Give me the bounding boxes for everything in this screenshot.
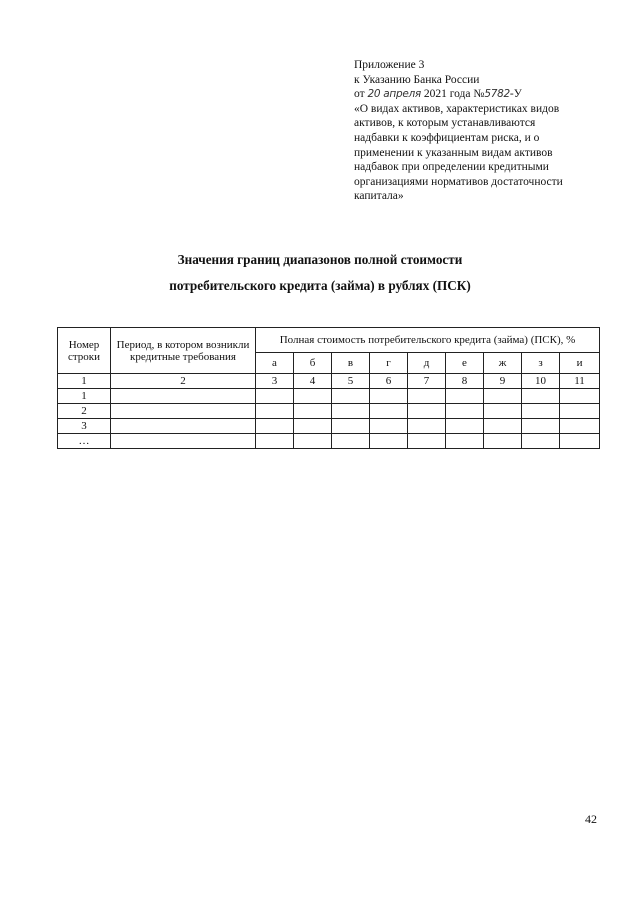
appendix-line-4: «О видах активов, характеристиках видов (354, 102, 560, 115)
table-cell (560, 419, 600, 434)
table-cell (522, 404, 560, 419)
table-cell (111, 389, 256, 404)
column-number: 5 (332, 374, 370, 389)
table-cell (560, 404, 600, 419)
appendix-line-10: капитала» (354, 190, 404, 203)
subheader-cell: б (294, 353, 332, 374)
table-cell (256, 404, 294, 419)
table-cell (484, 404, 522, 419)
table-cell (332, 389, 370, 404)
table-cell (446, 419, 484, 434)
table-row (58, 389, 600, 404)
table-cell (560, 389, 600, 404)
table-cell (484, 419, 522, 434)
number-suffix: -У (509, 88, 522, 101)
appendix-line-9: организациями нормативов достаточности (354, 175, 563, 188)
table-cell (294, 419, 332, 434)
header-period: Период, в котором возникли кредитные требования (111, 328, 256, 374)
table-cell (522, 419, 560, 434)
column-number: 11 (560, 374, 600, 389)
header-psk: Полная стоимость потребительского кредита (займа) (ПСК), % (256, 328, 600, 353)
document-title-line-1: Значения границ диапазонов полной стоимости (177, 252, 463, 267)
table-row (58, 434, 600, 449)
table-row (58, 419, 600, 434)
table-cell (446, 404, 484, 419)
column-number: 1 (58, 374, 111, 389)
column-number: 2 (111, 374, 256, 389)
table-cell (484, 434, 522, 449)
row-number: … (58, 434, 111, 449)
page-number: 42 (585, 812, 597, 826)
table-cell (370, 419, 408, 434)
subheader-cell: д (408, 353, 446, 374)
table-cell (111, 419, 256, 434)
subheader-cell: ж (484, 353, 522, 374)
table-cell (111, 404, 256, 419)
table-cell (256, 389, 294, 404)
handwritten-date: 20 апреля (367, 88, 421, 101)
subheader-cell: в (332, 353, 370, 374)
subheader-cell: и (560, 353, 600, 374)
table-cell (332, 434, 370, 449)
table-cell (294, 404, 332, 419)
column-number: 7 (408, 374, 446, 389)
subheader-cell: з (522, 353, 560, 374)
table-cell (256, 434, 294, 449)
table-cell (522, 389, 560, 404)
table-cell (522, 434, 560, 449)
appendix-line-1: Приложение 3 (354, 59, 425, 71)
appendix-header (354, 58, 614, 204)
column-number: 8 (446, 374, 484, 389)
table-cell (370, 434, 408, 449)
column-number: 3 (256, 374, 294, 389)
subheader-cell: е (446, 353, 484, 374)
table-cell (370, 389, 408, 404)
table-cell (408, 389, 446, 404)
column-number: 9 (484, 374, 522, 389)
document-title-line-2: потребительского кредита (займа) в рублях (ПСК) (169, 278, 471, 293)
table-cell (560, 434, 600, 449)
appendix-line-7: применении к указанным видам активов (354, 146, 553, 159)
column-number: 10 (522, 374, 560, 389)
subheader-cell: г (370, 353, 408, 374)
row-number: 1 (58, 389, 111, 404)
table-cell (111, 434, 256, 449)
table-cell (332, 419, 370, 434)
table-cell (446, 434, 484, 449)
table-cell (256, 419, 294, 434)
appendix-line-5: активов, к которым устанавливаются (354, 117, 536, 130)
handwritten-number: 5782 (484, 88, 510, 101)
table-cell (294, 389, 332, 404)
table-row (58, 404, 600, 419)
year-text: 2021 года № (423, 88, 485, 101)
table-cell (446, 389, 484, 404)
table-cell (370, 404, 408, 419)
appendix-line-2: к Указанию Банка России (354, 73, 480, 86)
table-cell (408, 434, 446, 449)
psk-table (57, 327, 600, 449)
table-cell (294, 434, 332, 449)
column-number: 6 (370, 374, 408, 389)
appendix-line-6: надбавки к коэффициентам риска, и о (354, 131, 540, 144)
appendix-line-8: надбавок при определении кредитными (354, 161, 549, 174)
table-cell (408, 404, 446, 419)
row-number: 3 (58, 419, 111, 434)
column-number-row (58, 374, 600, 389)
row-number: 2 (58, 404, 111, 419)
table-cell (408, 419, 446, 434)
table-cell (332, 404, 370, 419)
header-row-number: Номер строки (58, 328, 111, 374)
table-header-row (58, 328, 600, 353)
table-cell (484, 389, 522, 404)
date-prefix: от (354, 88, 365, 101)
subheader-cell: а (256, 353, 294, 374)
column-number: 4 (294, 374, 332, 389)
appendix-date-line (354, 87, 614, 102)
